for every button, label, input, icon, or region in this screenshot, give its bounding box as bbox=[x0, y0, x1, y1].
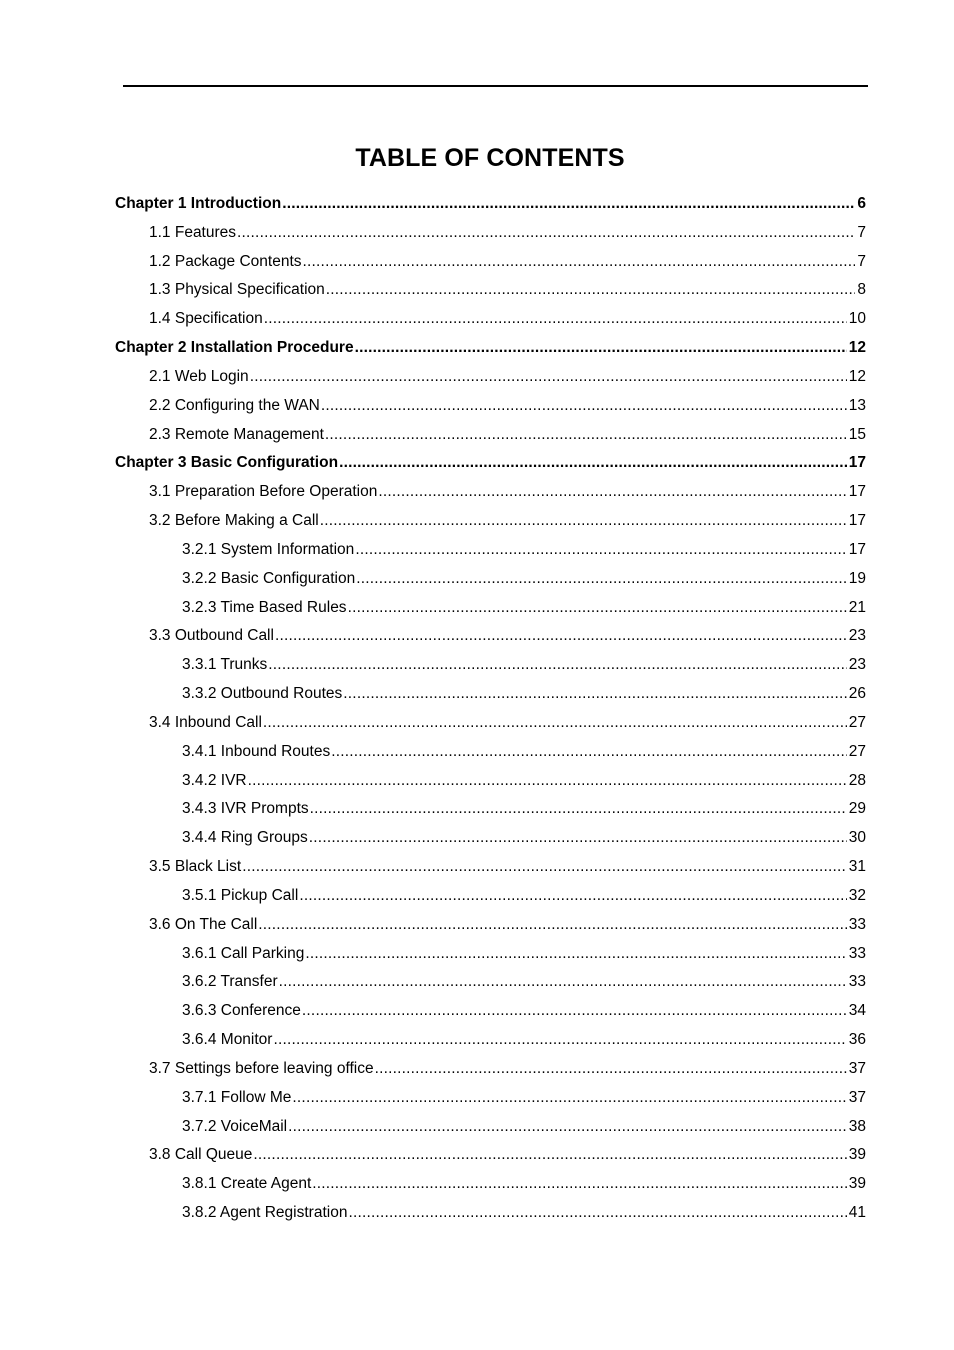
toc-entry-label: 2.3 Remote Management bbox=[149, 425, 324, 443]
toc-dot-leader bbox=[312, 1170, 846, 1199]
toc-section-entry[interactable] bbox=[115, 824, 866, 853]
toc-section-entry[interactable] bbox=[115, 594, 866, 623]
toc-entry-page-number: 29 bbox=[848, 800, 866, 818]
toc-entry-label: Chapter 1 Introduction bbox=[115, 195, 282, 212]
toc-dot-leader bbox=[292, 1084, 846, 1113]
toc-entry-label: 3.7.2 VoiceMail bbox=[182, 1117, 288, 1135]
toc-section-entry[interactable] bbox=[115, 882, 866, 911]
toc-entry-page-number: 33 bbox=[848, 915, 866, 933]
toc-section-entry[interactable] bbox=[115, 392, 866, 421]
toc-dot-leader bbox=[375, 1055, 847, 1084]
toc-section-entry[interactable] bbox=[115, 651, 866, 680]
toc-section-entry[interactable] bbox=[115, 997, 866, 1026]
toc-dot-leader bbox=[299, 882, 846, 911]
toc-dot-leader bbox=[339, 449, 847, 478]
toc-section-entry[interactable] bbox=[115, 1199, 866, 1228]
toc-entry-page-number: 28 bbox=[848, 771, 866, 789]
toc-dot-leader bbox=[282, 190, 855, 219]
toc-section-entry[interactable] bbox=[115, 622, 866, 651]
toc-entry-label: 3.2.3 Time Based Rules bbox=[182, 598, 347, 616]
toc-section-entry[interactable] bbox=[115, 1170, 866, 1199]
toc-entry-label: 2.1 Web Login bbox=[149, 367, 249, 385]
toc-dot-leader bbox=[275, 622, 847, 651]
toc-section-entry[interactable] bbox=[115, 968, 866, 997]
toc-entry-page-number: 15 bbox=[848, 425, 866, 443]
toc-section-entry[interactable] bbox=[115, 1113, 866, 1142]
toc-dot-leader bbox=[356, 565, 847, 594]
toc-entry-page-number: 27 bbox=[848, 713, 866, 731]
table-of-contents bbox=[115, 190, 866, 1228]
toc-entry-label: 3.6.4 Monitor bbox=[182, 1031, 273, 1049]
toc-dot-leader bbox=[309, 824, 847, 853]
toc-entry-page-number: 17 bbox=[848, 540, 866, 558]
toc-entry-page-number: 27 bbox=[848, 742, 866, 760]
toc-section-entry[interactable] bbox=[115, 507, 866, 536]
toc-section-entry[interactable] bbox=[115, 276, 866, 305]
toc-dot-leader bbox=[268, 651, 846, 680]
toc-entry-page-number: 17 bbox=[848, 483, 866, 501]
toc-section-entry[interactable] bbox=[115, 421, 866, 450]
toc-dot-leader bbox=[378, 478, 846, 507]
toc-section-entry[interactable] bbox=[115, 305, 866, 334]
toc-section-entry[interactable] bbox=[115, 536, 866, 565]
toc-entry-label: 3.2 Before Making a Call bbox=[149, 512, 319, 530]
toc-dot-leader bbox=[355, 536, 846, 565]
toc-entry-page-number: 6 bbox=[857, 195, 866, 212]
toc-entry-page-number: 31 bbox=[848, 858, 866, 876]
toc-section-entry[interactable] bbox=[115, 1084, 866, 1113]
toc-dot-leader bbox=[263, 709, 847, 738]
toc-entry-page-number: 39 bbox=[848, 1146, 866, 1164]
toc-entry-page-number: 7 bbox=[857, 223, 866, 241]
toc-section-entry[interactable] bbox=[115, 1026, 866, 1055]
toc-entry-label: 3.2.1 System Information bbox=[182, 540, 355, 558]
toc-section-entry[interactable] bbox=[115, 248, 866, 277]
toc-section-entry[interactable] bbox=[115, 709, 866, 738]
toc-section-entry[interactable] bbox=[115, 767, 866, 796]
toc-entry-page-number: 39 bbox=[848, 1175, 866, 1193]
toc-entry-page-number: 21 bbox=[848, 598, 866, 616]
toc-entry-label: 3.8.2 Agent Registration bbox=[182, 1203, 348, 1221]
toc-entry-page-number: 19 bbox=[848, 569, 866, 587]
toc-dot-leader bbox=[264, 305, 847, 334]
toc-dot-leader bbox=[237, 219, 855, 248]
toc-section-entry[interactable] bbox=[115, 940, 866, 969]
toc-section-entry[interactable] bbox=[115, 219, 866, 248]
toc-entry-label: Chapter 3 Basic Configuration bbox=[115, 454, 339, 472]
toc-section-entry[interactable] bbox=[115, 911, 866, 940]
toc-section-entry[interactable] bbox=[115, 680, 866, 709]
toc-entry-label: 3.1 Preparation Before Operation bbox=[149, 483, 378, 501]
toc-entry-label: 3.6 On The Call bbox=[149, 915, 258, 933]
toc-entry-label: 3.3.1 Trunks bbox=[182, 656, 268, 674]
toc-entry-page-number: 37 bbox=[848, 1088, 866, 1106]
toc-dot-leader bbox=[302, 997, 847, 1026]
toc-entry-label: 3.4.1 Inbound Routes bbox=[182, 742, 331, 760]
toc-dot-leader bbox=[320, 507, 847, 536]
toc-entry-label: 1.2 Package Contents bbox=[149, 252, 302, 270]
toc-entry-label: 3.7 Settings before leaving office bbox=[149, 1059, 374, 1077]
toc-entry-page-number: 23 bbox=[848, 627, 866, 645]
toc-entry-label: 3.8.1 Create Agent bbox=[182, 1175, 312, 1193]
toc-dot-leader bbox=[310, 795, 847, 824]
toc-dot-leader bbox=[331, 738, 847, 767]
toc-entry-label: 3.6.2 Transfer bbox=[182, 973, 278, 991]
toc-dot-leader bbox=[273, 1026, 846, 1055]
toc-entry-label: 3.6.3 Conference bbox=[182, 1002, 301, 1020]
toc-section-entry[interactable] bbox=[115, 363, 866, 392]
toc-dot-leader bbox=[321, 392, 847, 421]
toc-chapter-entry[interactable] bbox=[115, 449, 866, 478]
toc-entry-label: 3.3 Outbound Call bbox=[149, 627, 274, 645]
toc-entry-label: 3.4.2 IVR bbox=[182, 771, 247, 789]
toc-dot-leader bbox=[258, 911, 846, 940]
toc-entry-page-number: 8 bbox=[857, 281, 866, 299]
toc-dot-leader bbox=[250, 363, 847, 392]
toc-entry-label: 3.5 Black List bbox=[149, 858, 242, 876]
toc-dot-leader bbox=[325, 421, 847, 450]
toc-dot-leader bbox=[279, 968, 847, 997]
toc-section-entry[interactable] bbox=[115, 565, 866, 594]
toc-section-entry[interactable] bbox=[115, 795, 866, 824]
toc-chapter-entry[interactable] bbox=[115, 334, 866, 363]
toc-entry-label: 1.4 Specification bbox=[149, 310, 263, 328]
toc-entry-page-number: 30 bbox=[848, 829, 866, 847]
toc-dot-leader bbox=[242, 853, 847, 882]
toc-entry-label: 3.4 Inbound Call bbox=[149, 713, 262, 731]
toc-entry-label: 3.2.2 Basic Configuration bbox=[182, 569, 356, 587]
toc-entry-page-number: 33 bbox=[848, 973, 866, 991]
toc-dot-leader bbox=[348, 594, 847, 623]
toc-dot-leader bbox=[326, 276, 856, 305]
toc-dot-leader bbox=[305, 940, 846, 969]
toc-entry-label: Chapter 2 Installation Procedure bbox=[115, 339, 354, 357]
toc-entry-page-number: 13 bbox=[848, 396, 866, 414]
toc-entry-page-number: 17 bbox=[848, 512, 866, 530]
toc-entry-page-number: 23 bbox=[848, 656, 866, 674]
toc-dot-leader bbox=[355, 334, 847, 363]
toc-section-entry[interactable] bbox=[115, 1141, 866, 1170]
toc-entry-label: 3.8 Call Queue bbox=[149, 1146, 253, 1164]
toc-entry-label: 1.3 Physical Specification bbox=[149, 281, 325, 299]
toc-entry-label: 3.6.1 Call Parking bbox=[182, 944, 305, 962]
toc-entry-page-number: 36 bbox=[848, 1031, 866, 1049]
toc-entry-label: 3.7.1 Follow Me bbox=[182, 1088, 292, 1106]
toc-chapter-entry[interactable] bbox=[115, 190, 866, 219]
toc-entry-page-number: 12 bbox=[848, 367, 866, 385]
toc-entry-page-number: 26 bbox=[848, 685, 866, 703]
toc-entry-label: 3.4.3 IVR Prompts bbox=[182, 800, 309, 818]
toc-entry-page-number: 38 bbox=[848, 1117, 866, 1135]
toc-entry-label: 2.2 Configuring the WAN bbox=[149, 396, 320, 414]
header-rule bbox=[123, 85, 868, 87]
toc-entry-page-number: 41 bbox=[848, 1203, 866, 1221]
toc-entry-page-number: 17 bbox=[848, 454, 866, 472]
toc-section-entry[interactable] bbox=[115, 738, 866, 767]
toc-entry-page-number: 32 bbox=[848, 886, 866, 904]
toc-dot-leader bbox=[303, 248, 856, 277]
toc-entry-page-number: 34 bbox=[848, 1002, 866, 1020]
toc-entry-page-number: 37 bbox=[848, 1059, 866, 1077]
toc-entry-page-number: 33 bbox=[848, 944, 866, 962]
toc-entry-label: 3.4.4 Ring Groups bbox=[182, 829, 308, 847]
toc-entry-label: 3.3.2 Outbound Routes bbox=[182, 685, 343, 703]
toc-dot-leader bbox=[253, 1141, 846, 1170]
toc-entry-page-number: 12 bbox=[848, 339, 866, 357]
toc-dot-leader bbox=[343, 680, 846, 709]
toc-entry-label: 1.1 Features bbox=[149, 223, 237, 241]
page-title: TABLE OF CONTENTS bbox=[355, 144, 625, 172]
toc-entry-page-number: 7 bbox=[857, 252, 866, 270]
toc-section-entry[interactable] bbox=[115, 1055, 866, 1084]
toc-dot-leader bbox=[248, 767, 847, 796]
toc-dot-leader bbox=[288, 1113, 847, 1142]
toc-section-entry[interactable] bbox=[115, 853, 866, 882]
toc-section-entry[interactable] bbox=[115, 478, 866, 507]
toc-dot-leader bbox=[348, 1199, 846, 1228]
toc-entry-page-number: 10 bbox=[848, 310, 866, 328]
toc-entry-label: 3.5.1 Pickup Call bbox=[182, 886, 299, 904]
